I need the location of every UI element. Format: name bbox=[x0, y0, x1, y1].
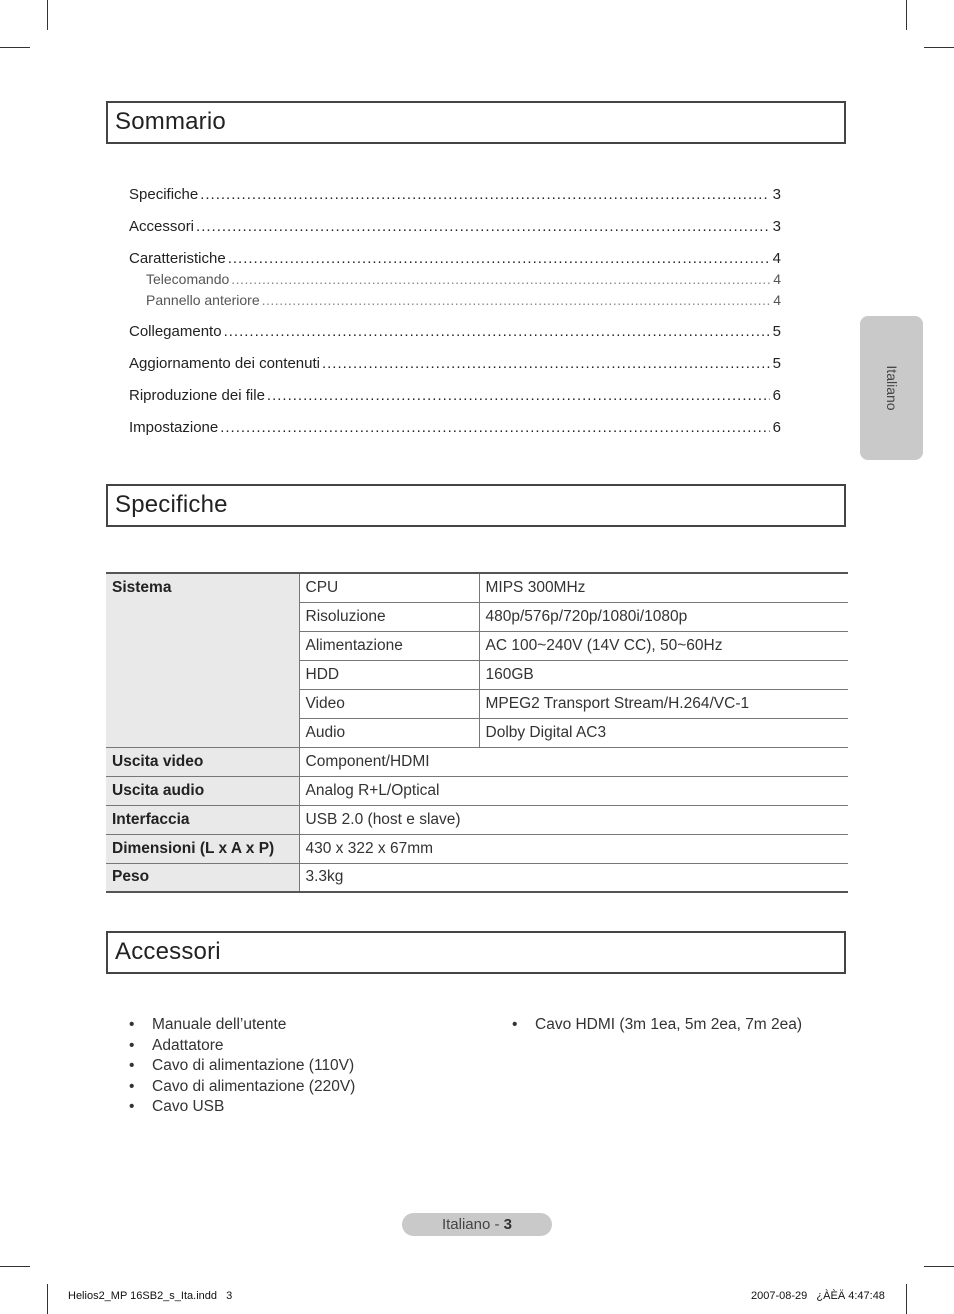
spec-table bbox=[106, 572, 848, 893]
accessories-list-left bbox=[129, 1016, 355, 1119]
table-row bbox=[106, 834, 848, 863]
crop-mark bbox=[906, 1284, 907, 1314]
table-row bbox=[106, 573, 848, 602]
toc-page: 3 bbox=[772, 218, 781, 235]
list-item: • Cavo HDMI (3m 1ea, 5m 2ea, 7m 2ea) bbox=[512, 1016, 802, 1037]
toc-page: 5 bbox=[772, 355, 781, 372]
section-header-sommario bbox=[106, 101, 846, 144]
toc-title: Pannello anteriore bbox=[146, 292, 260, 308]
spec-value: AC 100~240V (14V CC), 50~60Hz bbox=[479, 631, 848, 660]
toc-page: 4 bbox=[772, 250, 781, 267]
table-row bbox=[106, 747, 848, 776]
spec-value: Analog R+L/Optical bbox=[299, 776, 848, 805]
toc-entry[interactable] bbox=[129, 419, 781, 436]
spec-value: 480p/576p/720p/1080i/1080p bbox=[479, 602, 848, 631]
spec-label: Sistema bbox=[106, 573, 299, 747]
toc-entry[interactable] bbox=[129, 355, 781, 372]
spec-value: MPEG2 Transport Stream/H.264/VC-1 bbox=[479, 689, 848, 718]
page-number: 3 bbox=[503, 1216, 513, 1233]
toc-title: Aggiornamento dei contenuti bbox=[129, 355, 320, 372]
language-side-tab-label: Italiano bbox=[883, 365, 900, 411]
crop-mark bbox=[924, 1266, 954, 1267]
toc-entry[interactable] bbox=[129, 387, 781, 404]
toc-leader bbox=[228, 250, 770, 267]
toc-subentry[interactable] bbox=[146, 292, 781, 308]
section-header-specifiche bbox=[106, 484, 846, 527]
toc-page: 4 bbox=[773, 271, 781, 287]
section-header-accessori bbox=[106, 931, 846, 974]
toc-page: 6 bbox=[772, 387, 781, 404]
toc-leader bbox=[220, 419, 769, 436]
spec-subname: CPU bbox=[299, 573, 479, 602]
toc-page: 6 bbox=[772, 419, 781, 436]
spec-value: 430 x 322 x 67mm bbox=[299, 834, 848, 863]
list-item: • Cavo di alimentazione (110V) bbox=[129, 1057, 355, 1078]
list-item: • Cavo di alimentazione (220V) bbox=[129, 1078, 355, 1099]
toc-page: 3 bbox=[772, 186, 781, 203]
toc-title: Caratteristiche bbox=[129, 250, 226, 267]
toc-leader bbox=[322, 355, 770, 372]
spec-value: Dolby Digital AC3 bbox=[479, 718, 848, 747]
print-slug-date: 2007-08-29 ¿ÀÈÄ 4:47:48 bbox=[751, 1290, 885, 1302]
crop-mark bbox=[47, 0, 48, 30]
toc-entry[interactable] bbox=[129, 186, 781, 203]
toc-title: Impostazione bbox=[129, 419, 219, 436]
toc-entry[interactable] bbox=[129, 323, 781, 340]
table-row bbox=[106, 776, 848, 805]
spec-value: 160GB bbox=[479, 660, 848, 689]
crop-mark bbox=[47, 1284, 48, 1314]
toc-page: 5 bbox=[772, 323, 781, 340]
toc-leader bbox=[196, 218, 770, 235]
crop-mark bbox=[0, 47, 30, 48]
spec-subname: HDD bbox=[299, 660, 479, 689]
page-language: Italiano - bbox=[441, 1216, 504, 1233]
section-title: Sommario bbox=[115, 108, 226, 135]
toc-page: 4 bbox=[773, 292, 781, 308]
toc-title: Riproduzione dei file bbox=[129, 387, 265, 404]
accessories-list-right bbox=[512, 1016, 802, 1037]
toc-leader bbox=[231, 271, 770, 287]
spec-label: Peso bbox=[106, 863, 299, 892]
toc-leader bbox=[200, 186, 769, 203]
toc-leader bbox=[262, 292, 771, 308]
section-title: Accessori bbox=[115, 938, 221, 965]
spec-label: Dimensioni (L x A x P) bbox=[106, 834, 299, 863]
toc-title: Telecomando bbox=[146, 271, 230, 287]
spec-value: MIPS 300MHz bbox=[479, 573, 848, 602]
spec-subname: Alimentazione bbox=[299, 631, 479, 660]
crop-mark bbox=[906, 0, 907, 30]
toc-entry[interactable] bbox=[129, 250, 781, 267]
toc-entry[interactable] bbox=[129, 218, 781, 235]
toc-leader bbox=[224, 323, 770, 340]
spec-value: 3.3kg bbox=[299, 863, 848, 892]
spec-subname: Audio bbox=[299, 718, 479, 747]
toc-title: Specifiche bbox=[129, 186, 199, 203]
spec-label: Uscita audio bbox=[106, 776, 299, 805]
list-item: • Cavo USB bbox=[129, 1098, 355, 1119]
print-slug-file: Helios2_MP 16SB2_s_Ita.indd 3 bbox=[68, 1290, 233, 1302]
section-title: Specifiche bbox=[115, 491, 228, 518]
page-number-badge bbox=[402, 1213, 552, 1236]
spec-value: USB 2.0 (host e slave) bbox=[299, 805, 848, 834]
toc-subentry[interactable] bbox=[146, 271, 781, 287]
spec-label: Uscita video bbox=[106, 747, 299, 776]
spec-subname: Video bbox=[299, 689, 479, 718]
toc-title: Accessori bbox=[129, 218, 195, 235]
spec-subname: Risoluzione bbox=[299, 602, 479, 631]
table-row bbox=[106, 863, 848, 892]
toc-leader bbox=[267, 387, 770, 404]
spec-value: Component/HDMI bbox=[299, 747, 848, 776]
crop-mark bbox=[924, 47, 954, 48]
crop-mark bbox=[0, 1266, 30, 1267]
list-item: • Manuale dell’utente bbox=[129, 1016, 355, 1037]
table-row bbox=[106, 805, 848, 834]
toc-title: Collegamento bbox=[129, 323, 222, 340]
spec-label: Interfaccia bbox=[106, 805, 299, 834]
language-side-tab[interactable] bbox=[860, 316, 923, 460]
list-item: • Adattatore bbox=[129, 1037, 355, 1058]
